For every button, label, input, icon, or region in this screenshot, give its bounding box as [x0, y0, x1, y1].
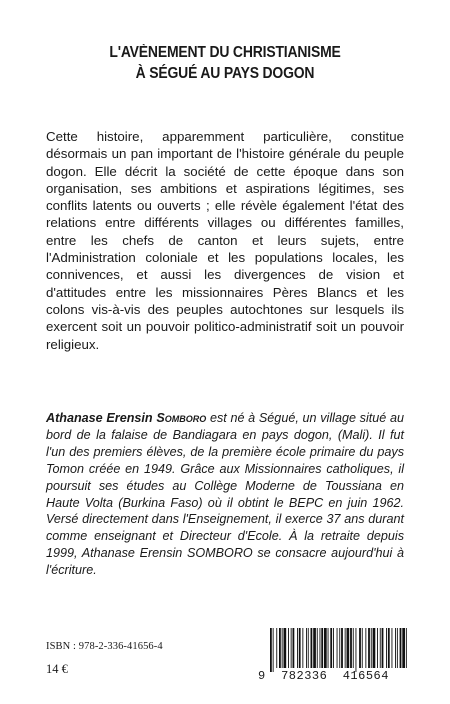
price-label: 14 € — [46, 662, 68, 676]
author-bio-text: est né à Ségué, un village situé au bord de la falaise de Bandiagara en pays dogon, (Mali). Il fut l'un des premiers élèves, de la première école primaire du pays Tomon créée en 1949. Grâce aux Missionnaires catholiques, il poursuit ses études au Collège Moderne de Toussiana en Haute Volta (Burkina Faso) où il obtint le BEPC en juin 1962. Versé directement dans l'Enseignement, il exerce 37 ans durant comme enseignant et Directeur d'Ecole. À la retraite depuis 1999, Athanase Erensin SOMBORO se consacre aujourd'hui à l'écriture. — [46, 411, 404, 578]
book-summary: Cette histoire, apparemment particulière, constitue désormais un pan important de l'histoire générale du peuple dogon. Elle décrit la société de cette époque dans son organisation, ses ambitions et aspirations légitimes, ses conflits latents ou ouverts ; elle révèle également l'état des relations entre différents villages ou différentes familles, entre les chefs de canton et leurs sujets, entre l'Administration coloniale et les populations locales, les connivences, et aussi les divergences de vision et d'attitudes entre les missionnaires Pères Blancs et les colons vis-à-vis des peuples autochtones sur lesquels ils exercent soit un pouvoir politico-administratif soit un pouvoir religieux. — [46, 129, 404, 352]
author-first-name: Athanase Erensin — [46, 411, 157, 425]
title-line-2: À SÉGUÉ AU PAYS DOGON — [135, 65, 315, 82]
barcode-digits-right: 416564 — [342, 669, 389, 683]
barcode-digits-left: 782336 — [281, 669, 328, 683]
barcode-digit-first: 9 — [258, 669, 266, 683]
author-surname: Somboro — [156, 411, 207, 425]
barcode-bars — [268, 628, 408, 672]
barcode-digits — [258, 669, 410, 683]
author-biography — [46, 410, 404, 579]
title-line-1: L'AVÈNEMENT DU CHRISTIANISME — [109, 44, 341, 61]
book-title — [23, 42, 428, 84]
isbn-label: ISBN : 978-2-336-41656-4 — [46, 641, 163, 652]
